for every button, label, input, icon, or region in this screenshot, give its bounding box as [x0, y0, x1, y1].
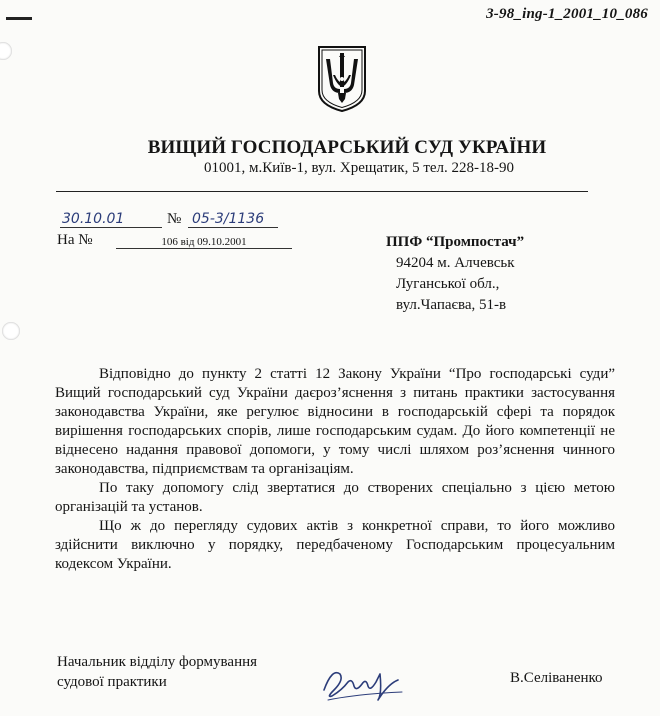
punch-hole: [2, 322, 20, 340]
signatory-title: [57, 652, 257, 692]
court-name: ВИЩИЙ ГОСПОДАРСЬКИЙ СУД УКРАЇНИ: [147, 137, 547, 158]
addressee-line: Луганської обл.,: [396, 276, 500, 292]
body-paragraph: Відповідно до пункту 2 статті 12 Закону України “Про господарські суди” Вищий господарський суд України даєроз’яснення з питань практики застосування законодавства України, яке регулює відносини в господарській сфері та порядок вирішення господарських спорів, лише господарським судам. До його компетенції не віднесено надання правової допомоги, у тому числі шляхом роз’яснення чинного законодавства, підприємствам та організаціям.: [55, 366, 615, 477]
signatory-title-line: Начальник відділу формування: [57, 654, 258, 670]
document-id: 3-98_ing-1_2001_10_086: [486, 6, 648, 22]
trident-emblem-icon: [316, 45, 368, 113]
signer-name: В.Селіваненко: [510, 670, 603, 686]
reference-value: 106 від 09.10.2001: [116, 236, 292, 249]
reference-label: На №: [57, 232, 93, 248]
outgoing-number: 05-3/1136: [188, 211, 278, 228]
addressee-line: 94204 м. Алчевськ: [396, 255, 515, 271]
letter-body: [55, 365, 615, 574]
punch-hole: [0, 42, 12, 60]
body-paragraph: Що ж до перегляду судових актів з конкретної справи, то його можливо здійснити виключно у порядку, передбаченому Господарським процесуальним кодексом України.: [55, 518, 615, 572]
outgoing-date: 30.10.01: [60, 211, 162, 228]
signatory-title-line: судової практики: [57, 674, 167, 690]
addressee-block: [384, 232, 524, 316]
corner-mark: [6, 17, 32, 20]
body-paragraph: По таку допомогу слід звертатися до створених спеціально з цією метою організацій та установ.: [55, 480, 615, 515]
letterhead-divider: [56, 191, 588, 192]
handwritten-signature: [318, 660, 408, 704]
court-address: 01001, м.Київ-1, вул. Хрещатик, 5 тел. 228-18-90: [203, 160, 515, 176]
addressee-organization: ППФ “Промпостач”: [386, 234, 525, 250]
addressee-line: вул.Чапаєва, 51-в: [396, 297, 507, 313]
outgoing-number-label: №: [167, 211, 182, 227]
